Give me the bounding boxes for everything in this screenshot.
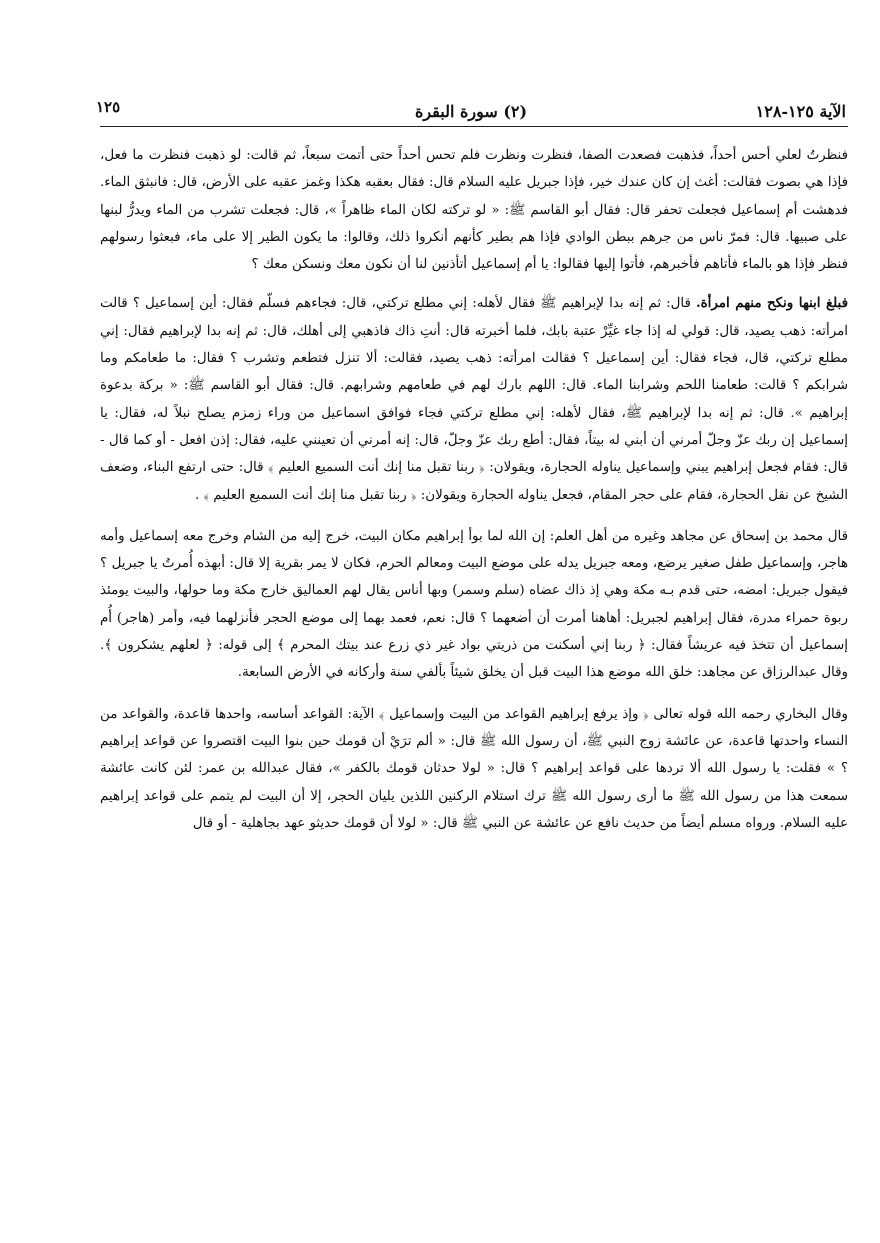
surah-heading: (٢) سورة البقرة <box>414 102 528 121</box>
header-divider <box>100 126 848 127</box>
paragraph-2-lead: فبلغ ابنها ونكح منهم امرأة. <box>696 295 848 312</box>
verse-range-heading: الآية ١٢٥-١٢٨ <box>755 102 846 121</box>
paragraph-2 <box>100 290 848 508</box>
paragraph-2-text: قال: ثم إنه بدا لإبراهيم ﷺ فقال لأهله: إني مطلع تركتي، قال: فجاءهم فسلّم فقال: أين إسماعيل ؟ قالت امرأته: ذهب يصيد، قال: قولي له إذا جاء غيِّرْ عتبة بابك، فلما أخبرته قال: أنتِ ذاك فاذهبي إلى أهلك، قال: ثم إنه بدا لإبراهيم فقال: إني مطلع تركتي، قال، فجاء فقال: أين إسماعيل ؟ فقالت امرأته: ذهب يصيد، فقالت: ألا تنزل فتطعم وتشرب ؟ فقال: ما طعامكم وما شرابكم ؟ قالت: طعامنا اللحم وشرابنا الماء. قال: اللهم بارك لهم في طعامهم وشرابهم. قال: فقال أبو القاسم ﷺ: « بركة بدعوة إبراهيم ». قال: ثم إنه بدا لإبراهيم ﷺ، فقال لأهله: إني مطلع تركتي فجاء فوافق اسماعيل من وراء زمزم يصلح نبلاً له، فقال: يا إسماعيل إن ربك عزّ وجلّ أمرني أن أبني له بيتاً، فقال: أطع ربك عزّ وجلّ، قال: إنه أمرني أن تعينني عليه، فقال: إذن افعل - أو كما قال - قال: فقام فجعل إبراهيم يبني وإسماعيل يناوله الحجارة، ويقولان: ﴿ ربنا تقبل منا إنك أنت السميع العليم ﴾ قال: حتى ارتفع البناء، وضعف الشيخ عن نقل الحجارة، فقام على حجر المقام، فجعل يناوله الحجارة ويقولان: ﴿ ربنا تقبل منا إنك أنت السميع العليم ﴾ . <box>100 296 848 503</box>
page-header <box>96 94 846 124</box>
page-number: ١٢٥ <box>96 98 121 116</box>
page-body <box>100 142 848 837</box>
paragraph-4: وقال البخاري رحمه الله قوله تعالى ﴿ وإذ يرفع إبراهيم القواعد من البيت وإسماعيل ﴾ الآية: القواعد أساسه، واحدها قاعدة، والقواعد من النساء واحدتها قاعدة، عن عائشة زوج النبي ﷺ، أن رسول الله ﷺ قال: « ألم ترَيْ أن قومك حين بنوا البيت اقتصروا عن قواعد إبراهيم ؟ » فقلت: يا رسول الله ألا تردها على قواعد إبراهيم ؟ قال: « لولا حدثان قومك بالكفر »، فقال عبدالله بن عمر: لئن كانت عائشة سمعت هذا من رسول الله ﷺ ما أرى رسول الله ﷺ ترك استلام الركنين اللذين يليان الحجر، إلا أن البيت لم يتمم على قواعد إبراهيم عليه السلام. ورواه مسلم أيضاً من حديث نافع عن عائشة عن النبي ﷺ قال: « لولا أن قومك حديثو عهد بجاهلية - أو قال <box>100 706 848 831</box>
paragraph-1: فنظرتُ لعلي أحس أحداً، فذهبت فصعدت الصفا، فنظرت ونظرت فلم تحس أحداً حتى أتمت سبعاً، ثم قالت: لو ذهبت فنظرت ما فعل، فإذا هي بصوت فقالت: أغث إن كان عندك خير، فإذا جبريل عليه السلام قال: فقال بعقبه هكذا وغمز عقبه على الأرض، قال: فانبثق الماء. فدهشت أم إسماعيل فجعلت تحفر قال: فقال أبو القاسم ﷺ: « لو تركته لكان الماء ظاهراً »، قال: فجعلت تشرب من الماء ويدرُّ لبنها على صبيها. قال: فمرّ ناس من جرهم ببطن الوادي فإذا هم بطير كأنهم أنكروا ذلك، وقالوا: ما يكون الطير إلا على ماء، فبعثوا رسولهم فنظر فإذا هو بالماء فأتاهم فأخبرهم، فأتوا إليها فقالوا: يا أم إسماعيل أتأذنين لنا أن نكون معك ونسكن معك ؟ <box>100 148 848 273</box>
paragraph-3: قال محمد بن إسحاق عن مجاهد وغيره من أهل العلم: إن الله لما بوأ إبراهيم مكان البيت، خرج إليه من الشام وخرج معه إسماعيل وأمه هاجر، وإسماعيل طفل صغير يرضع، ومعه جبريل يدله على موضع البيت ومعالم الحرم، فكان لا يمر بقرية إلا قال: أبهذه أُمرتُ يا جبريل ؟ فيقول جبريل: امضه، حتى قدم بـه مكة وهي إذ ذاك عضاه (سلم وسمر) وبها أناس يقال لهم العماليق خارج مكة وما حولها، والبيت يومئذ ربوة حمراء مدرة، فقال إبراهيم لجبريل: أهاهنا أمرت أن أضعهما ؟ قال: نعم، فعمد بهما إلى موضع الحجر فأنزلهما فيه، وأمر (هاجر) أُم إسماعيل أن تتخذ فيه عريشاً فقال: ﴿ ربنا إني أسكنت من ذريتي بواد غير ذي زرع عند بيتك المحرم ﴾ إلى قوله: ﴿ لعلهم يشكرون ﴾. وقال عبدالرزاق عن مجاهد: خلق الله موضع هذا البيت قبل أن يخلق شيئاً بألفي سنة وأركانه في الأرض السابعة. <box>100 528 848 681</box>
